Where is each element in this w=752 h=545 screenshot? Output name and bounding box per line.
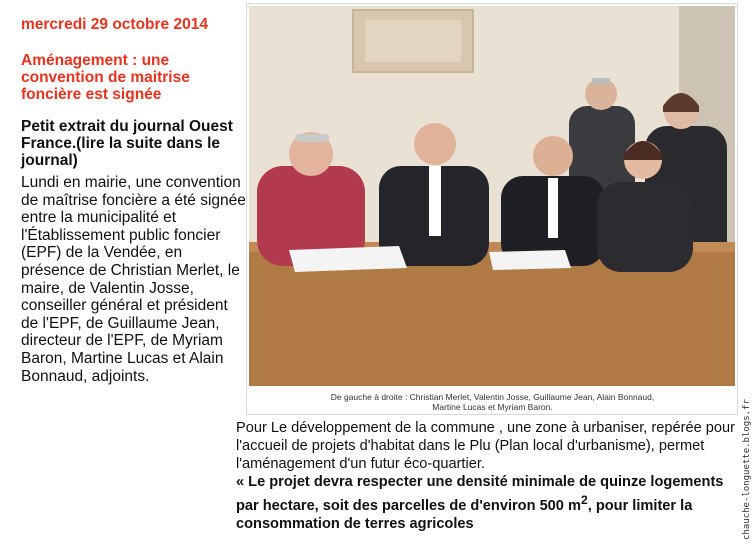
blog-watermark: chauche-longuette.blogs.fr xyxy=(742,399,752,540)
body-paragraph: Pour Le développement de la commune , une zone à urbaniser, repérée pour l'accueil de projets d'habitat dans le Plu (Plan local d'urbanisme), permet l'aménagement d'un futur éco-quartier. xyxy=(236,420,735,472)
quote-text: « Le projet devra respecter une densité minimale de quinze logements par hectare, soit des parcelles de d'environ 500 m xyxy=(236,474,724,514)
photo-caption xyxy=(250,392,735,412)
article-subhead: Petit extrait du journal Ouest France.(lire la suite dans le journal) xyxy=(21,118,233,169)
article-body xyxy=(236,419,736,533)
post-date: mercredi 29 octobre 2014 xyxy=(21,16,208,33)
caption-line-2: Martine Lucas et Myriam Baron. xyxy=(432,402,553,412)
quote-text-end: , pour limiter la consommation de terres agricoles xyxy=(236,497,693,532)
article-intro: Lundi en mairie, une convention de maîtrise foncière a été signée entre la municipalité et l'Établissement public foncier (EPF) de la Vendée, en présence de Christian Merlet, le maire, de Valentin Josse, conseiller général et président de l'EPF, de Guillaume Jean, directeur de l'EPF, de Myriam Baron, Martine Lucas et Alain Bonnaud, adjoints. xyxy=(21,174,246,385)
body-quote xyxy=(236,473,736,533)
photo-illustration xyxy=(249,6,735,392)
caption-line-1: De gauche à droite : Christian Merlet, Valentin Josse, Guillaume Jean, Alain Bonnaud, xyxy=(330,392,655,402)
signing-photo xyxy=(246,3,738,415)
quote-superscript: 2 xyxy=(580,493,588,507)
article-headline: Aménagement : une convention de maitrise foncière est signée xyxy=(21,52,190,103)
